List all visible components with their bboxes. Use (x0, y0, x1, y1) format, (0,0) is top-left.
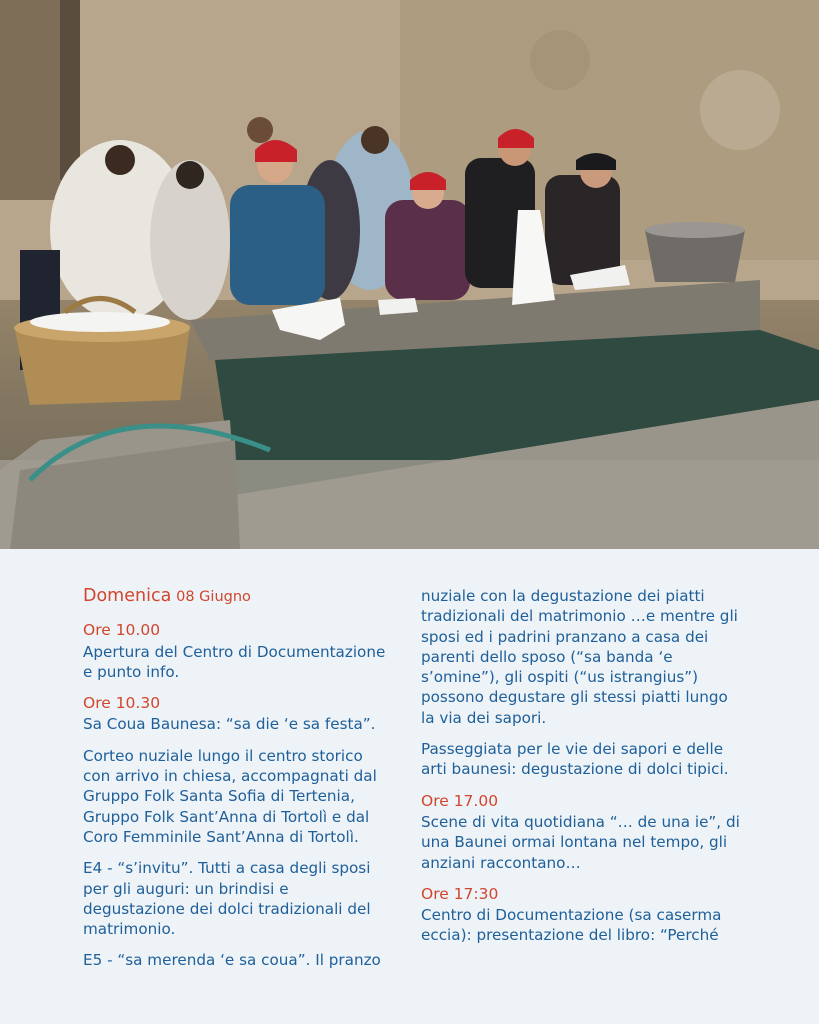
day-name: Domenica (83, 586, 172, 606)
event-text: E5 - “sa merenda ‘e sa coua”. Il pranzo (83, 951, 381, 970)
time-label: Ore 10.00 (83, 621, 161, 640)
day-heading (83, 586, 393, 607)
time-label: Ore 17:30 (421, 884, 499, 903)
event-text: Passeggiata per le vie dei sapori e delle arti baunesi: degustazione di dolci tipici. (421, 740, 729, 779)
event-text: nuziale con la degustazione dei piatti tradizionali del matrimonio …e mentre gli sposi ed i padrini pranzano a casa dei parenti dello sposo (“sa banda ‘e s’omine”), gli ospiti (“us istrangius”) possono degustare gli stessi piatti lungo la via dei sapori. (421, 587, 738, 727)
time-label: Ore 17.00 (421, 791, 499, 810)
event-text: Centro di Documentazione (sa caserma eccia): presentazione del libro: “Perché (421, 906, 722, 945)
program-left-column (83, 586, 393, 982)
event-text: Scene di vita quotidiana “… de una ie”, di una Baunei ormai lontana nel tempo, gli anziani raccontano… (421, 812, 740, 872)
event-text: Corteo nuziale lungo il centro storico con arrivo in chiesa, accompagnati dal Gruppo Folk Santa Sofia di Tertenia, Gruppo Folk Sant’Anna di Tortolì e dal Coro Femminile Sant’Anna di Tortolì. (83, 746, 377, 846)
metal-tub (645, 222, 745, 282)
time-label: Ore 10.30 (83, 694, 161, 713)
event-text: E4 - “s’invitu”. Tutti a casa degli sposi per gli auguri: un brindisi e degustazione dei dolci tradizionali del matrimonio. (83, 859, 371, 939)
event-text: Sa Coua Baunesa: “sa die ‘e sa festa”. (83, 715, 376, 734)
day-date: 08 Giugno (176, 589, 251, 605)
program-right-column (421, 586, 741, 957)
event-text: Apertura del Centro di Documentazione e punto info. (83, 642, 386, 681)
